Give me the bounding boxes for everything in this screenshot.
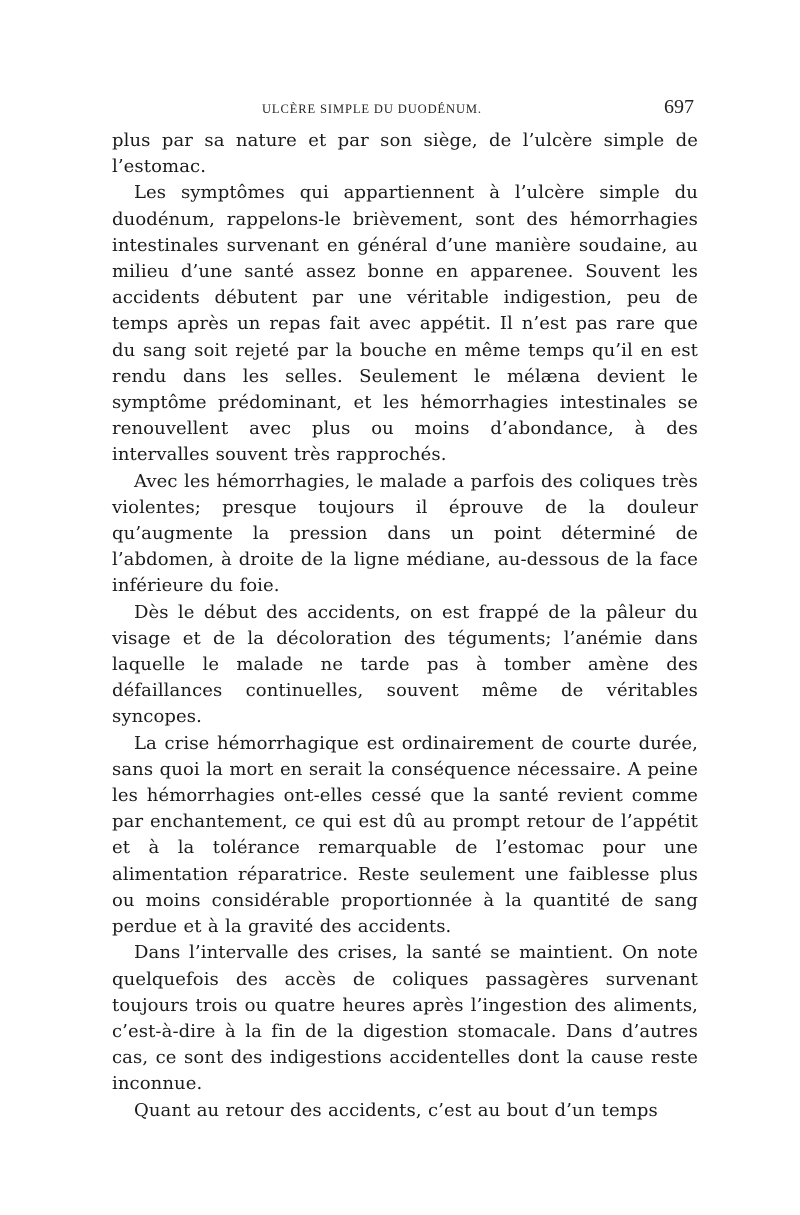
paragraph-continuation: plus par sa nature et par son siège, de l’ulcère simple de l’estomac.	[112, 130, 698, 178]
paragraph-pallor: Dès le début des accidents, on est frappé de la pâleur du visage et de la décoloration des téguments; l’anémie dans laquelle le malade ne tarde pas à tomber amène des défaillances continuelles, souvent même de véritables syncopes.	[112, 601, 698, 728]
running-head	[112, 96, 698, 128]
body-text	[112, 128, 698, 1124]
paragraph-symptoms: Les symptômes qui appartiennent à l’ulcère simple du duodénum, rappelons-le brièvement, sont des hémorrhagies intestinales survenant en général d’une manière soudaine, au milieu d’une santé assez bonne en apparenee. Souvent les accidents débutent par une véritable indigestion, peu de temps après un repas fait avec appétit. Il n’est pas rare que du sang soit rejeté par la bouche en même temps qu’il en est rendu dans les selles. Seulement le mélæna devient le symptôme prédominant, et les hémorrhagies intestinales se renouvellent avec plus ou moins d’abondance, à des intervalles souvent très rapprochés.	[112, 182, 698, 466]
paragraph-interval: Dans l’intervalle des crises, la santé se maintient. On note quelquefois des accès de coliques passagères survenant toujours trois ou quatre heures après l’ingestion des aliments, c’est-à-dire à la fin de la digestion stomacale. Dans d’autres cas, ce sont des indigestions accidentelles dont la cause reste inconnue.	[112, 942, 698, 1095]
paragraph-colics: Avec les hémorrhagies, le malade a parfois des coliques très violentes; presque toujours il éprouve de la douleur qu’augmente la pression dans un point déterminé de l’abdomen, à droite de la ligne médiane, au-dessous de la face inférieure du foie.	[112, 470, 698, 597]
book-page	[112, 96, 698, 1124]
paragraph-return: Quant au retour des accidents, c’est au bout d’un temps	[134, 1099, 658, 1121]
running-title: ULCÈRE SIMPLE DU DUODÉNUM.	[262, 102, 482, 116]
paragraph-crisis: La crise hémorrhagique est ordinairement de courte durée, sans quoi la mort en serait la conséquence nécessaire. A peine les hémorrhagies ont-elles cessé que la santé revient comme par enchantement, ce qui est dû au prompt retour de l’appétit et à la tolérance remarquable de l’estomac pour une alimentation réparatrice. Reste seulement une faiblesse plus ou moins considérable proportionnée à la quantité de sang perdue et à la gravité des accidents.	[112, 732, 698, 938]
page-number: 697	[664, 96, 694, 118]
